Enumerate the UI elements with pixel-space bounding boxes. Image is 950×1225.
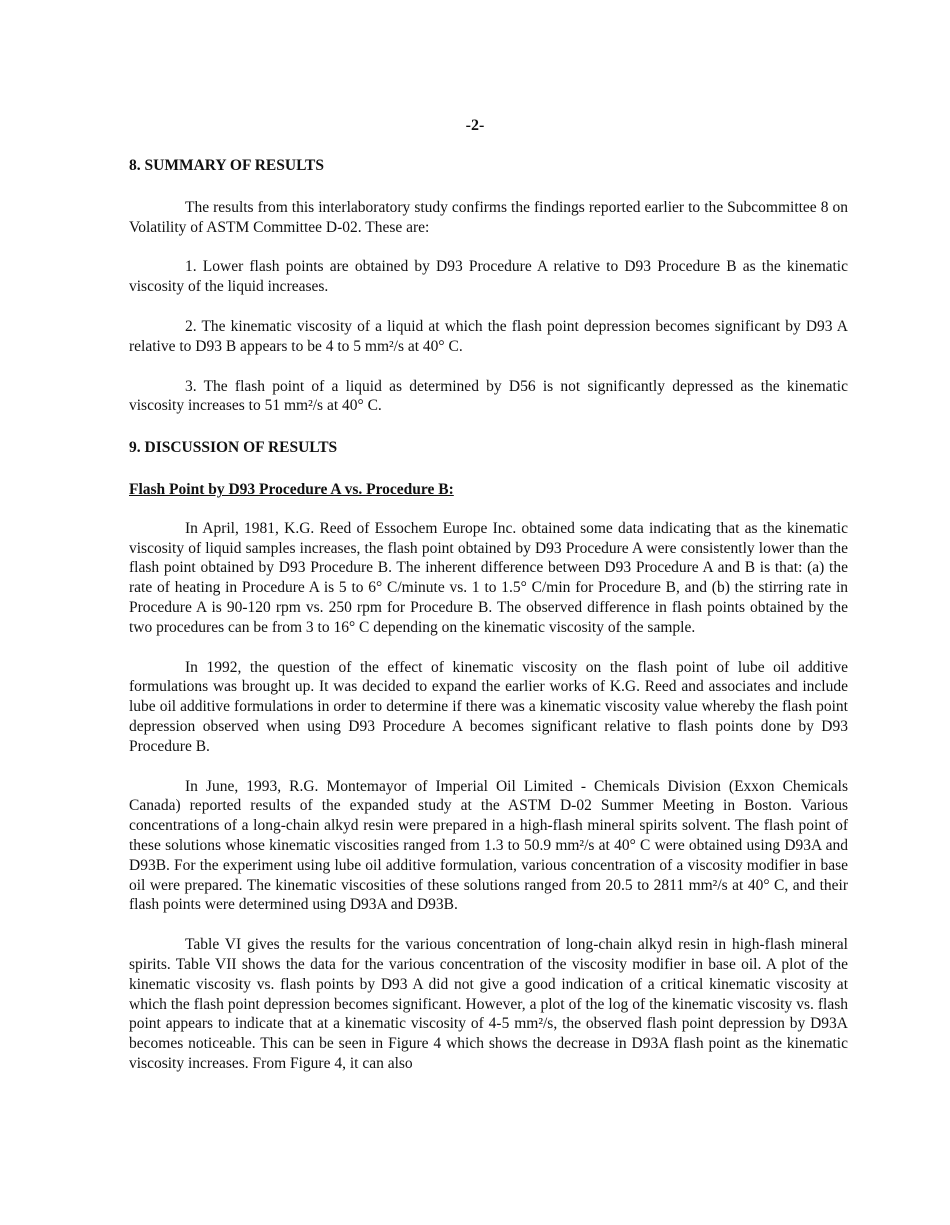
discussion-paragraph-2: In 1992, the question of the effect of kinematic viscosity on the flash point of lube oil additive formulations was brought up. It was decided to expand the earlier works of K.G. Reed and associates and include lube oil additive formulations in order to determine if there was a kinematic viscosity value whereby the flash point depression observed when using D93 Procedure A becomes significant relative to flash points done by D93 Procedure B. xyxy=(129,658,848,755)
section-9-heading: 9. DISCUSSION OF RESULTS xyxy=(129,439,338,457)
page-number: -2- xyxy=(465,117,485,134)
summary-item-1: 1. Lower flash points are obtained by D93 Procedure A relative to D93 Procedure B as the kinematic viscosity of the liquid increases. xyxy=(129,258,848,296)
section-8-intro: The results from this interlaboratory study confirms the findings reported earlier to the Subcommittee 8 on Volatility of ASTM Committee D-02. These are: xyxy=(129,198,848,236)
page-content xyxy=(129,156,848,1094)
summary-item-3: 3. The flash point of a liquid as determined by D56 is not significantly depressed as the kinematic viscosity increases to 51 mm²/s at 40° C. xyxy=(129,377,848,415)
discussion-paragraph-3: In June, 1993, R.G. Montemayor of Imperial Oil Limited - Chemicals Division (Exxon Chemicals Canada) reported results of the expanded study at the ASTM D-02 Summer Meeting in Boston. Various concentrations of a long-chain alkyd resin were prepared in a high-flash mineral spirits solvent. The flash point of these solutions whose kinematic viscosities ranged from 1.3 to 50.9 mm²/s at 40° C were obtained using D93A and D93B. For the experiment using lube oil additive formulation, various concentration of a viscosity modifier in base oil were prepared. The kinematic viscosities of these solutions ranged from 20.5 to 2811 mm²/s at 40° C, and their flash points were determined using D93A and D93B. xyxy=(129,777,848,914)
section-9-subheading: Flash Point by D93 Procedure A vs. Procedure B: xyxy=(129,480,454,498)
section-8-heading: 8. SUMMARY OF RESULTS xyxy=(129,157,324,174)
discussion-paragraph-1: In April, 1981, K.G. Reed of Essochem Europe Inc. obtained some data indicating that as the kinematic viscosity of liquid samples increases, the flash point obtained by D93 Procedure A were consistently lower than the flash point obtained by D93 Procedure B. The inherent difference between D93 Procedure A and B is that: (a) the rate of heating in Procedure A is 5 to 6° C/minute vs. 1 to 1.5° C/min for Procedure B, and (b) the stirring rate in Procedure A is 90-120 rpm vs. 250 rpm for Procedure B. The observed difference in flash points obtained by the two procedures can be from 3 to 16° C depending on the kinematic viscosity of the sample. xyxy=(129,519,848,636)
discussion-paragraph-4: Table VI gives the results for the various concentration of long-chain alkyd resin in high-flash mineral spirits. Table VII shows the data for the various concentration of the viscosity modifier in base oil. A plot of the kinematic viscosity vs. flash points by D93 A did not give a good indication of a critical kinematic viscosity at which the flash point depression becomes significant. However, a plot of the log of the kinematic viscosity vs. flash point appears to indicate that at a kinematic viscosity of 4-5 mm²/s, the observed flash point depression by D93A becomes noticeable. This can be seen in Figure 4 which shows the decrease in D93A flash point as the kinematic viscosity increases. From Figure 4, it can also xyxy=(129,936,848,1072)
summary-item-2: 2. The kinematic viscosity of a liquid at which the flash point depression becomes significant by D93 A relative to D93 B appears to be 4 to 5 mm²/s at 40° C. xyxy=(129,317,848,355)
